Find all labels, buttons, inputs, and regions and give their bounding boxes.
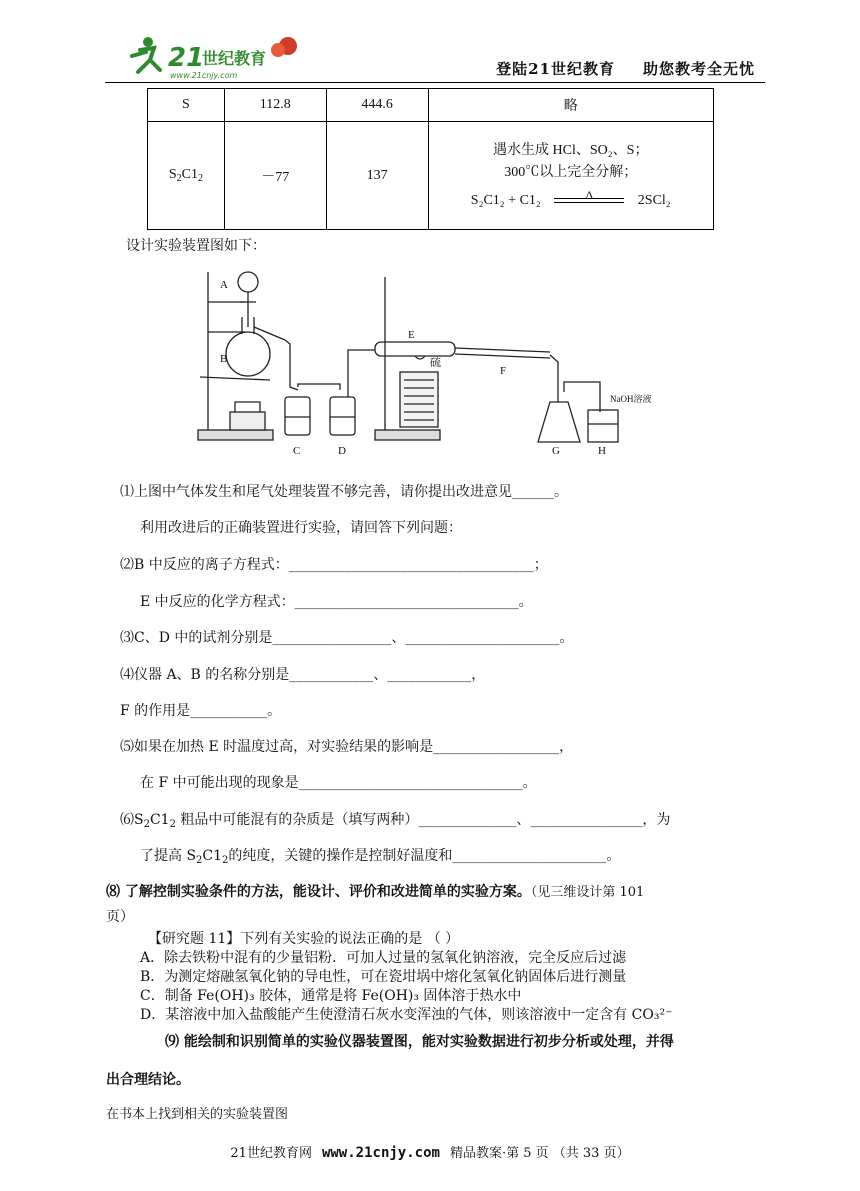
label-H: H [598,445,606,457]
option-d: D．某溶液中加入盐酸能产生使澄清石灰水变浑浊的气体，则该溶液中一定含有 CO₃²⁻ [140,1007,673,1023]
study-question-title: 【研究题 11】下列有关实验的说法正确的是 （ ） [148,931,460,947]
footer-left: 21世纪教育网 [230,1146,312,1161]
label-G: G [552,445,560,457]
svg-text:21: 21 [168,43,205,73]
section-8-line2: 页） [106,909,134,925]
label-C: C [293,445,301,457]
label-F: F [500,365,507,377]
cell-name: $S_2C1_2$ [148,122,225,230]
header-slogans [468,58,755,79]
logo-url: www.21cnjy.com [170,71,238,80]
slogan-2: 助您教考全无忧 [642,60,755,78]
question-4b: F 的作用是___________。 [120,703,282,719]
cell-melting: －77 [224,122,326,230]
section-8-line1: ⑻ 了解控制实验条件的方法，能设计、评价和改进简单的实验方案。（见三维设计第 101 [106,884,645,900]
option-c: C．制备 Fe(OH)₃ 胶体，通常是将 Fe(OH)₃ 固体溶于热水中 [140,988,522,1004]
cell-name: S [148,89,225,122]
label-B: B [220,353,228,365]
note-line-2: 300℃以上完全分解； [504,164,638,180]
footer-page: 精品教案·第 5 页 （共 33 页） [449,1146,630,1161]
cell-boiling: 444.6 [326,89,428,122]
question-2a: ⑵B 中反应的离子方程式：___________________________________； [120,557,548,573]
question-1: ⑴上图中气体发生和尾气处理装置不够完善，请你提出改进意见______。 [120,484,568,500]
table-row [148,89,714,122]
question-5a: ⑸如果在加热 E 时温度过高，对实验结果的影响是__________________， [120,739,574,755]
logo-text: 世纪教育 [202,49,267,68]
site-logo [110,30,310,82]
question-2b: E 中反应的化学方程式：________________________________。 [140,594,533,610]
option-a: A．除去铁粉中混有的少量铝粉．可加人过量的氢氧化钠溶液，完全反应后过滤 [140,950,627,966]
option-b: B．为测定熔融氢氧化钠的导电性，可在瓷坩埚中熔化氢氧化钠固体后进行测量 [140,969,627,985]
section-9-line1: ⑼ 能绘制和识别简单的实验仪器装置图，能对实验数据进行初步分析或处理，并得 [165,1034,674,1050]
question-3: ⑶C、D 中的试剂分别是_________________、______________________。 [120,630,574,646]
section-9-line2: 出合理结论。 [106,1072,190,1088]
question-6a: $⑹S_2C1_2$ 粗品中可能混有的杂质是（填写两种）______________、________________，为 [120,812,671,830]
slogan-1: 登陆21世纪教育 [496,60,615,78]
properties-table [147,88,714,230]
equation: S₂C1₂ + C1₂ Δ 2SCl₂ [470,187,671,208]
question-1b: 利用改进后的正确装置进行实验，请回答下列问题： [140,520,462,536]
cell-note: 略 [428,89,714,122]
header-divider [105,82,765,83]
label-D: D [338,445,346,457]
footer-url: www.21cnjy.com [321,1145,440,1161]
label-sulfur: 硫 [430,357,441,369]
question-6b: 了提高 $S_2C1_2$的纯度，关键的操作是控制好温度和______________________。 [140,848,621,866]
label-naoh: NaOH溶液 [610,394,652,404]
intro-text: 设计实验装置图如下： [126,238,266,254]
question-4a: ⑷仪器 A、B 的名称分别是____________、____________， [120,667,486,683]
cell-boiling: 137 [326,122,428,230]
cell-melting: 112.8 [224,89,326,122]
label-A: A [220,279,228,291]
cell-note [428,122,714,230]
page-footer [0,1142,860,1161]
apparatus-diagram [190,262,690,457]
textbook-note: 在书本上找到相关的实验装置图 [106,1107,289,1122]
note-line-1: 遇水生成 HCl、SO₂、S； [493,142,649,158]
question-5b: 在 F 中可能出现的现象是________________________________。 [140,775,537,791]
table-row [148,122,714,230]
label-E: E [408,329,415,341]
